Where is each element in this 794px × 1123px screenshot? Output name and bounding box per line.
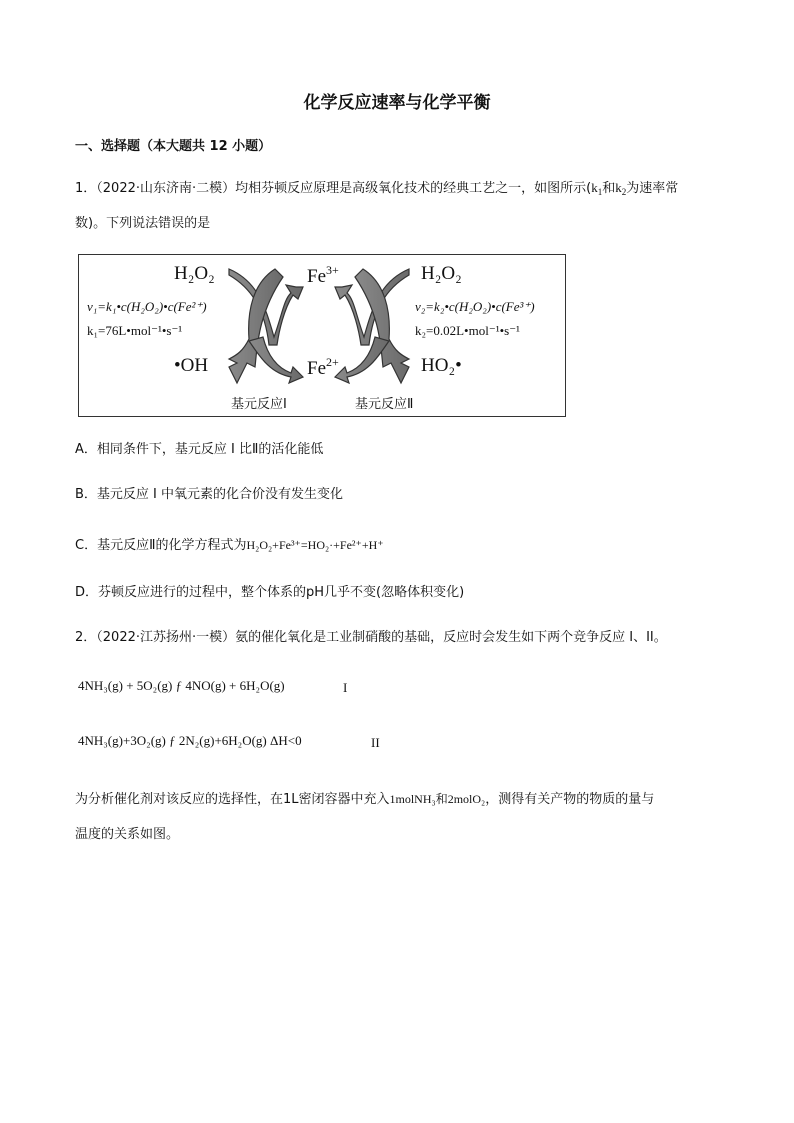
- caption-reaction-1: 基元反应I: [231, 397, 287, 412]
- option-b: B．基元反应 I 中氧元素的化合价没有发生变化: [75, 487, 344, 502]
- v2-equation: v₂=k₂•c(H₂O₂)•c(Fe³⁺): [415, 299, 535, 314]
- reaction-2-label: II: [371, 735, 380, 750]
- q1-line1-text: 1．（2022·山东济南·二模）均相芬顿反应原理是高级氧化技术的经典工艺之一，如图所示(: [75, 181, 592, 196]
- q2-line1: 2．（2022·江苏扬州·一模）氨的催化氧化是工业制硝酸的基础，反应时会发生如下两个竞争反应 I、II。: [75, 630, 667, 645]
- and-text: 和: [602, 181, 616, 196]
- k2-value: k₂=0.02L•mol⁻¹•s⁻¹: [415, 323, 520, 338]
- q1-line2: 数)。下列说法错误的是: [75, 216, 211, 231]
- k1-symbol: $k_1$: [591, 180, 603, 197]
- caption-reaction-2: 基元反应Ⅱ: [355, 397, 414, 412]
- q1-line1: [75, 178, 678, 202]
- v1-equation: v₁=k₁•c(H₂O₂)•c(Fe²⁺): [87, 299, 207, 314]
- option-c-text: C．基元反应Ⅱ的化学方程式为: [75, 538, 247, 553]
- fenton-diagram: [78, 254, 566, 417]
- reaction-1-label: I: [343, 680, 348, 695]
- option-a: A．相同条件下，基元反应 I 比Ⅱ的活化能低: [75, 442, 324, 457]
- q2-line2-chem: 1molNH₃和2molO₂: [389, 792, 486, 806]
- q2-line2-end: ，测得有关产物的物质的量与: [485, 792, 655, 807]
- option-c-equation: H₂O₂+Fe³⁺=HO₂·+Fe²⁺+H⁺: [246, 538, 384, 552]
- option-c: [75, 535, 384, 556]
- ho2-radical-label: HO₂•: [421, 355, 462, 376]
- option-d: D．芬顿反应进行的过程中，整个体系的pH几乎不变(忽略体积变化): [75, 585, 465, 600]
- fe2-label: $Fe^{2+}$: [307, 355, 339, 379]
- page-title: 化学反应速率与化学平衡: [303, 93, 491, 113]
- section-heading: 一、选择题（本大题共 12 小题）: [75, 139, 272, 154]
- fe3-label: $Fe^{3+}$: [307, 263, 339, 287]
- oh-radical-label: •OH: [174, 355, 209, 376]
- h2o2-right-label: H₂O₂: [421, 263, 462, 284]
- h2o2-left-label: H₂O₂: [174, 263, 215, 284]
- q2-line3: 温度的关系如图。: [75, 827, 180, 842]
- reaction-1-equation: 4NH₃(g) + 5O₂(g) ƒ 4NO(g) + 6H₂O(g): [78, 678, 285, 693]
- reaction-2-equation: 4NH₃(g)+3O₂(g) ƒ 2N₂(g)+6H₂O(g) ΔH<0: [78, 733, 302, 748]
- q2-line2-text: 为分析催化剂对该反应的选择性，在1L密闭容器中充入: [75, 792, 390, 807]
- q1-line1-end: 为速率常: [626, 181, 679, 196]
- k1-value: k₁=76L•mol⁻¹•s⁻¹: [87, 323, 183, 338]
- q2-line2: [75, 789, 654, 810]
- k2-symbol: $k_2$: [615, 180, 627, 197]
